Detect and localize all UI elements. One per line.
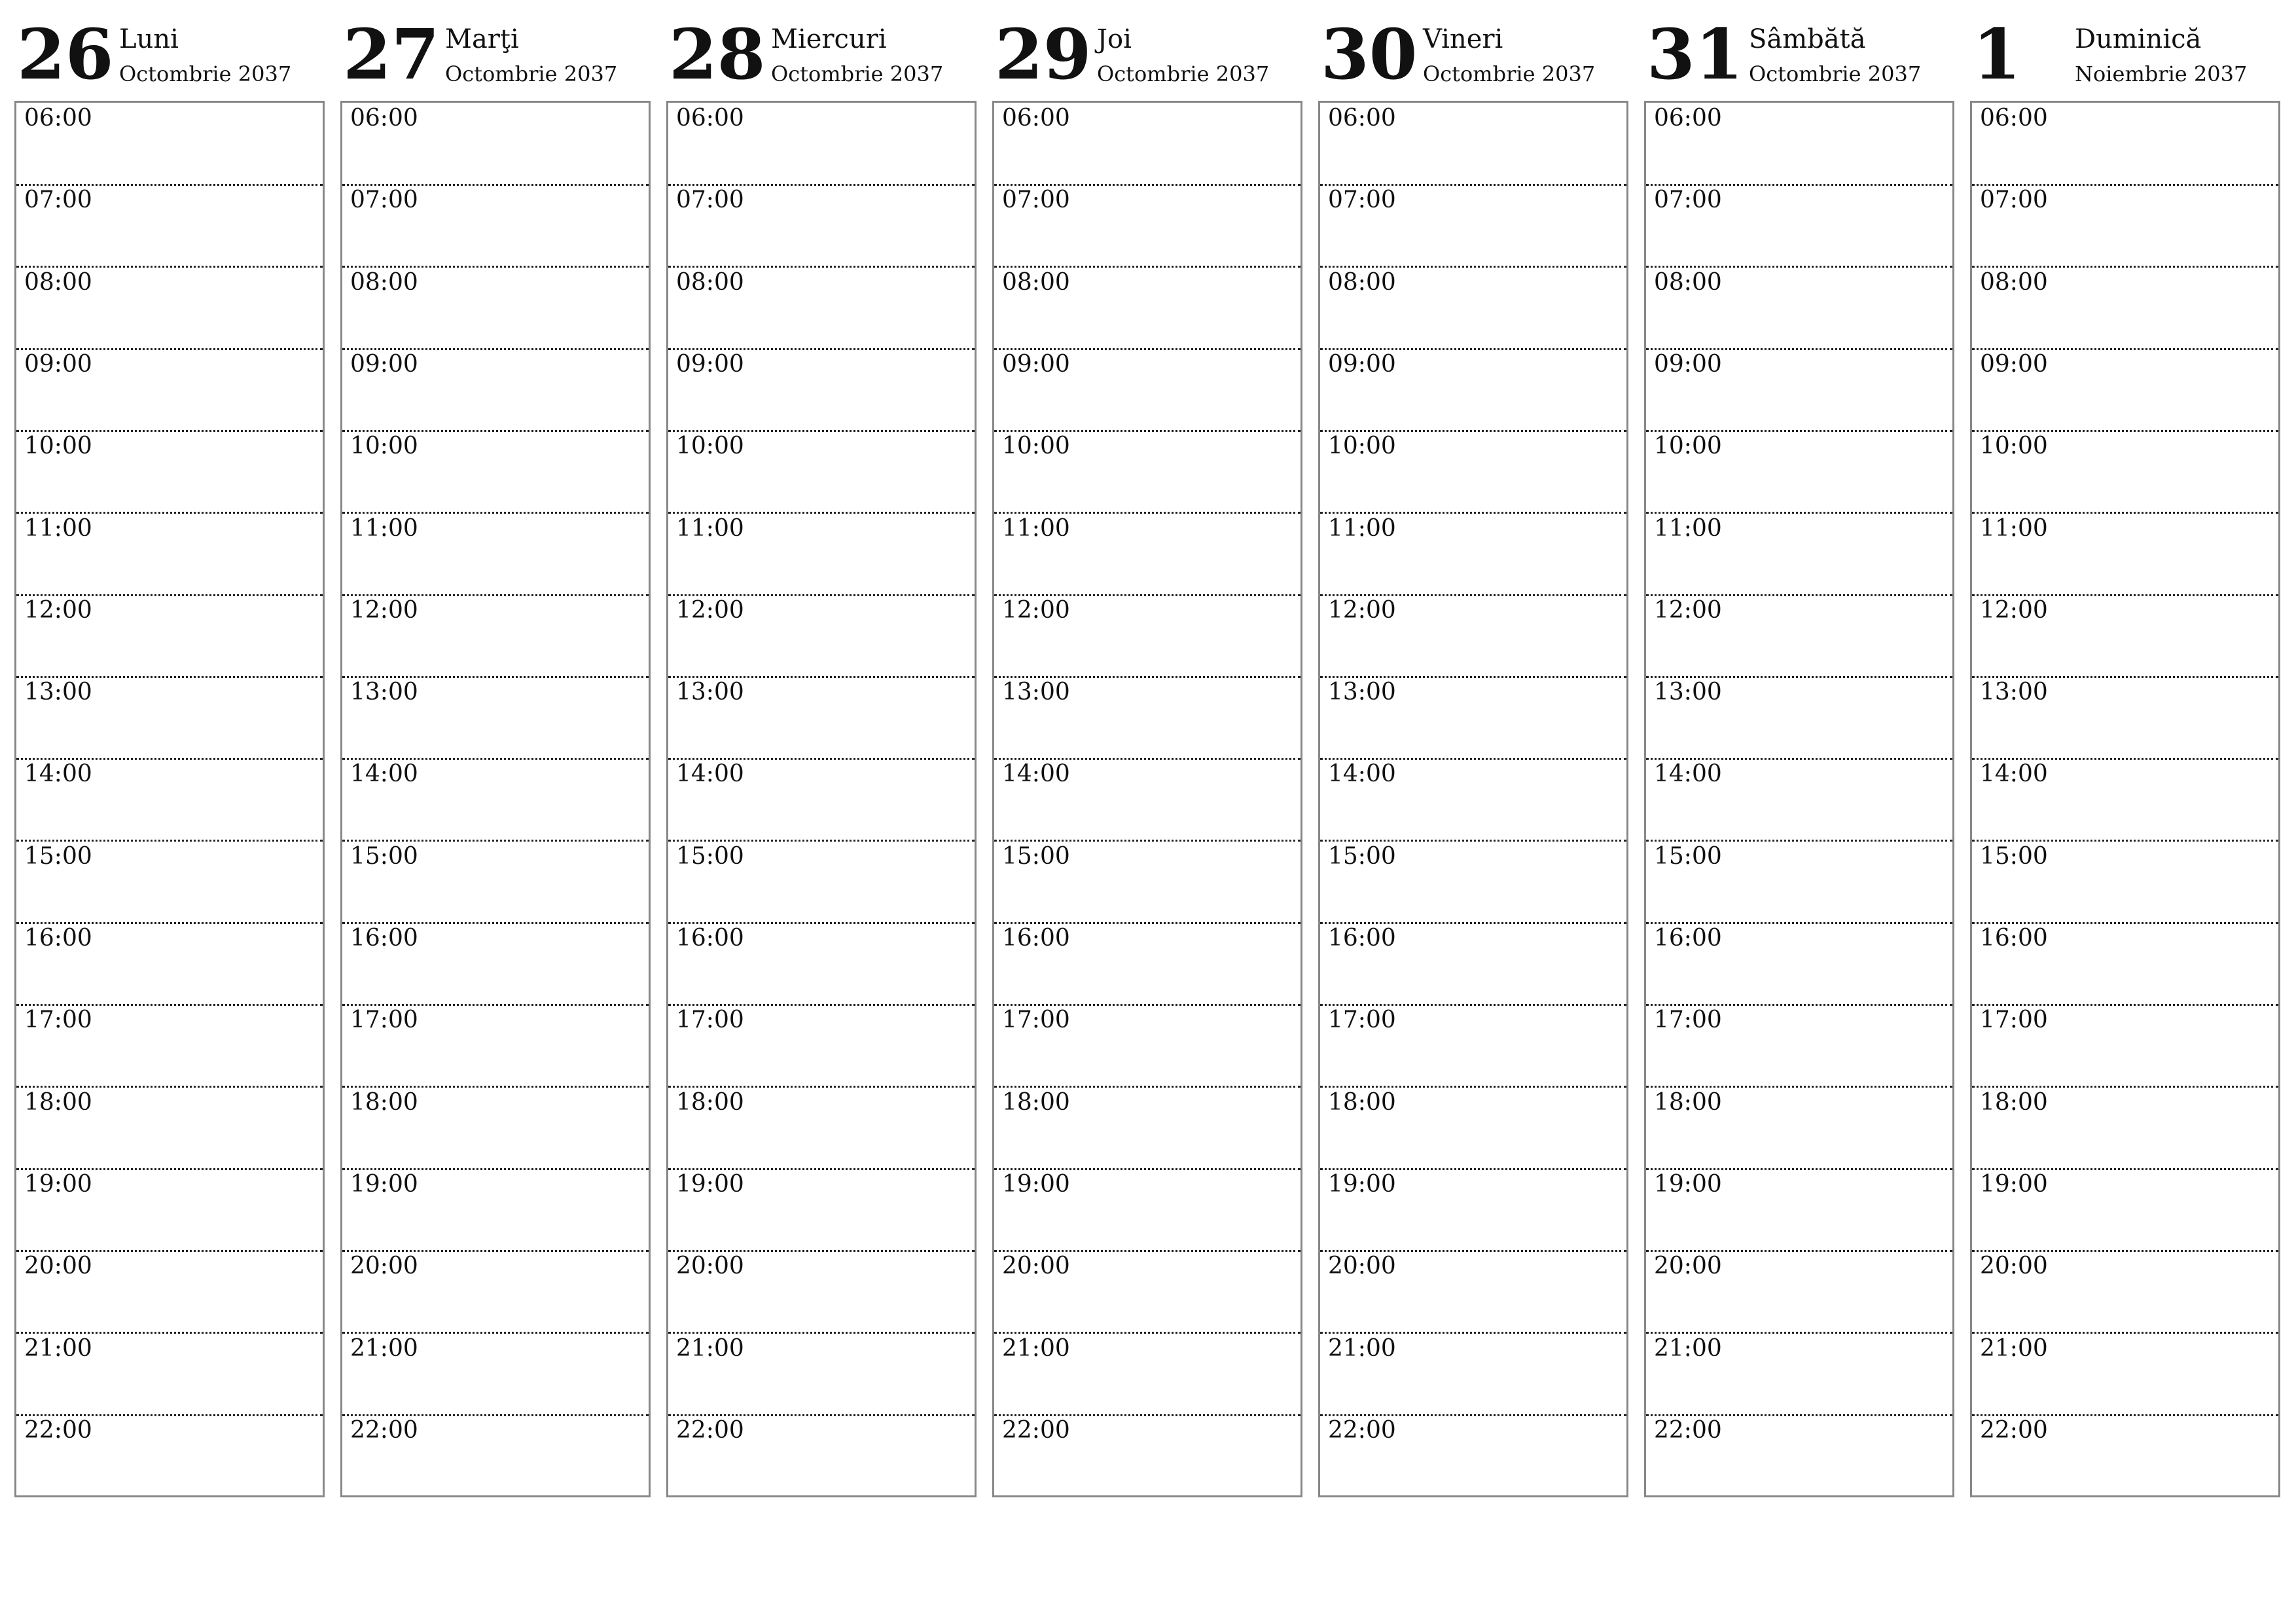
hour-label: 19:00 [350,1170,418,1198]
day-column [1970,13,2283,1501]
hour-slot[interactable] [342,1415,649,1497]
hour-slot[interactable] [342,103,649,185]
hour-slot[interactable] [668,677,975,758]
hour-label: 06:00 [1328,105,1396,132]
hour-label: 14:00 [1328,760,1396,788]
hour-slot[interactable] [668,1005,975,1086]
hour-slot[interactable] [16,923,323,1005]
day-name: Duminică [2075,24,2202,54]
day-month: Octombrie 2037 [1097,62,1270,86]
hour-label: 10:00 [1654,433,1722,460]
hour-slot[interactable] [16,431,323,512]
hour-slot[interactable] [342,1169,649,1251]
day-number: 1 [1973,13,2021,95]
hour-label: 07:00 [350,187,418,214]
hour-slot[interactable] [342,1333,649,1415]
hour-label: 21:00 [24,1334,92,1362]
hour-slot[interactable] [16,841,323,923]
hour-label: 14:00 [676,760,744,788]
day-name: Joi [1097,24,1132,54]
hour-label: 19:00 [1654,1170,1722,1198]
day-header [14,13,327,101]
hour-slot[interactable] [994,1251,1300,1332]
hour-slot[interactable] [1320,923,1626,1005]
hour-slot[interactable] [1972,841,2278,923]
hour-label: 18:00 [1328,1088,1396,1116]
day-schedule-box [14,101,325,1497]
hour-slot[interactable] [16,1251,323,1332]
hour-label: 10:00 [1328,433,1396,460]
hour-slot[interactable] [342,1005,649,1086]
hour-slot[interactable] [342,841,649,923]
hour-slot[interactable] [668,595,975,677]
hour-label: 20:00 [1328,1253,1396,1280]
day-name: Sâmbătă [1749,24,1866,54]
hour-label: 12:00 [1980,596,2048,624]
hour-slot[interactable] [1972,185,2278,266]
day-name: Miercuri [771,24,887,54]
hour-slot[interactable] [1972,1333,2278,1415]
hour-label: 11:00 [676,514,744,542]
hour-slot[interactable] [16,513,323,595]
hour-slot[interactable] [1972,431,2278,512]
hour-label: 12:00 [676,596,744,624]
day-column [1644,13,1957,1501]
hour-label: 17:00 [24,1007,92,1034]
hour-label: 22:00 [1654,1416,1722,1444]
hour-slot[interactable] [1646,595,1952,677]
hour-slot[interactable] [1320,1169,1626,1251]
hour-slot[interactable] [1972,1169,2278,1251]
hour-label: 06:00 [1002,105,1070,132]
hour-slot[interactable] [668,513,975,595]
hour-slot[interactable] [1972,677,2278,758]
hour-label: 18:00 [1980,1088,2048,1116]
hour-slot[interactable] [1320,431,1626,512]
day-schedule-box [1970,101,2280,1497]
hour-label: 18:00 [676,1088,744,1116]
hour-label: 06:00 [350,105,418,132]
day-number: 29 [995,13,1092,95]
hour-label: 22:00 [676,1416,744,1444]
day-header [340,13,653,101]
hour-label: 08:00 [24,268,92,296]
hour-label: 10:00 [350,433,418,460]
hour-slot[interactable] [668,1087,975,1169]
hour-label: 07:00 [1002,187,1070,214]
hour-label: 15:00 [24,842,92,870]
hour-slot[interactable] [668,841,975,923]
hour-slot[interactable] [1972,103,2278,185]
hour-slot[interactable] [1972,349,2278,431]
hour-slot[interactable] [994,1005,1300,1086]
hour-label: 19:00 [676,1170,744,1198]
hour-label: 09:00 [676,350,744,378]
hour-slot[interactable] [668,1415,975,1497]
hour-slot[interactable] [1320,349,1626,431]
weekly-planner [14,13,2292,1501]
hour-slot[interactable] [994,1087,1300,1169]
hour-slot[interactable] [1972,1005,2278,1086]
hour-slot[interactable] [994,1415,1300,1497]
hour-slot[interactable] [994,431,1300,512]
hour-label: 22:00 [24,1416,92,1444]
hour-slot[interactable] [994,185,1300,266]
hour-label: 22:00 [1328,1416,1396,1444]
hour-slot[interactable] [1646,1169,1952,1251]
hour-slot[interactable] [668,349,975,431]
hour-slot[interactable] [342,431,649,512]
hour-label: 19:00 [24,1170,92,1198]
hour-slot[interactable] [668,1333,975,1415]
hour-slot[interactable] [1320,267,1626,349]
hour-label: 16:00 [1328,925,1396,952]
hour-label: 15:00 [1980,842,2048,870]
hour-label: 22:00 [1002,1416,1070,1444]
hour-label: 10:00 [1002,433,1070,460]
hour-label: 07:00 [24,187,92,214]
hour-slot[interactable] [1320,595,1626,677]
hour-label: 12:00 [1328,596,1396,624]
day-header [666,13,979,101]
hour-slot[interactable] [342,923,649,1005]
hour-label: 11:00 [1328,514,1396,542]
hour-slot[interactable] [16,349,323,431]
hour-slot[interactable] [994,1169,1300,1251]
hour-slot[interactable] [16,185,323,266]
hour-label: 20:00 [24,1253,92,1280]
day-schedule-box [1644,101,1954,1497]
hour-slot[interactable] [994,841,1300,923]
day-month: Octombrie 2037 [119,62,292,86]
hour-slot[interactable] [1320,677,1626,758]
hour-slot[interactable] [668,1251,975,1332]
hour-slot[interactable] [16,758,323,840]
hour-label: 14:00 [350,760,418,788]
hour-slot[interactable] [16,1087,323,1169]
hour-slot[interactable] [342,513,649,595]
hour-slot[interactable] [1320,513,1626,595]
hour-label: 21:00 [1328,1334,1396,1362]
hour-label: 16:00 [676,925,744,952]
hour-slot[interactable] [1646,1251,1952,1332]
day-schedule-box [666,101,977,1497]
hour-slot[interactable] [1972,1087,2278,1169]
hour-label: 14:00 [24,760,92,788]
hour-slot[interactable] [1646,1005,1952,1086]
hour-label: 12:00 [24,596,92,624]
hour-slot[interactable] [994,595,1300,677]
hour-slot[interactable] [16,103,323,185]
hour-label: 10:00 [1980,433,2048,460]
hour-label: 11:00 [1980,514,2048,542]
day-number: 28 [669,13,766,95]
hour-label: 19:00 [1328,1170,1396,1198]
day-month: Octombrie 2037 [445,62,618,86]
hour-label: 09:00 [350,350,418,378]
day-column [1318,13,1631,1501]
hour-slot[interactable] [1320,841,1626,923]
hour-slot[interactable] [1972,513,2278,595]
hour-label: 13:00 [24,679,92,706]
hour-label: 09:00 [1002,350,1070,378]
hour-slot[interactable] [342,185,649,266]
hour-slot[interactable] [994,513,1300,595]
hour-label: 06:00 [1654,105,1722,132]
hour-label: 17:00 [1980,1007,2048,1034]
hour-slot[interactable] [342,1251,649,1332]
hour-slot[interactable] [668,267,975,349]
hour-label: 15:00 [1002,842,1070,870]
day-number: 27 [343,13,440,95]
hour-slot[interactable] [1646,758,1952,840]
hour-label: 09:00 [24,350,92,378]
day-name: Luni [119,24,179,54]
hour-slot[interactable] [994,103,1300,185]
hour-label: 12:00 [1002,596,1070,624]
day-column [666,13,979,1501]
hour-label: 16:00 [1002,925,1070,952]
day-month: Octombrie 2037 [1749,62,1922,86]
hour-slot[interactable] [1972,1251,2278,1332]
hour-slot[interactable] [342,677,649,758]
hour-label: 09:00 [1980,350,2048,378]
hour-label: 21:00 [1980,1334,2048,1362]
hour-label: 22:00 [1980,1416,2048,1444]
hour-label: 19:00 [1002,1170,1070,1198]
hour-slot[interactable] [342,758,649,840]
hour-label: 15:00 [350,842,418,870]
hour-slot[interactable] [1646,1333,1952,1415]
hour-label: 07:00 [1980,187,2048,214]
hour-slot[interactable] [994,923,1300,1005]
hour-label: 09:00 [1654,350,1722,378]
hour-slot[interactable] [1320,1087,1626,1169]
hour-slot[interactable] [16,1169,323,1251]
hour-slot[interactable] [668,758,975,840]
hour-label: 15:00 [1328,842,1396,870]
day-month: Octombrie 2037 [1423,62,1596,86]
hour-label: 16:00 [1980,925,2048,952]
hour-slot[interactable] [994,1333,1300,1415]
day-name: Marţi [445,24,519,54]
hour-slot[interactable] [1320,758,1626,840]
hour-slot[interactable] [1972,1415,2278,1497]
day-column [992,13,1305,1501]
hour-label: 17:00 [1002,1007,1070,1034]
day-schedule-box [1318,101,1628,1497]
hour-label: 18:00 [350,1088,418,1116]
hour-label: 12:00 [350,596,418,624]
hour-slot[interactable] [668,431,975,512]
hour-label: 13:00 [350,679,418,706]
hour-label: 09:00 [1328,350,1396,378]
hour-label: 12:00 [1654,596,1722,624]
hour-slot[interactable] [994,349,1300,431]
hour-label: 17:00 [350,1007,418,1034]
hour-label: 08:00 [676,268,744,296]
day-schedule-box [340,101,651,1497]
day-month: Octombrie 2037 [771,62,944,86]
hour-label: 19:00 [1980,1170,2048,1198]
hour-slot[interactable] [1320,1251,1626,1332]
hour-label: 06:00 [24,105,92,132]
hour-label: 15:00 [1654,842,1722,870]
hour-label: 20:00 [1980,1253,2048,1280]
day-header [1318,13,1631,101]
hour-slot[interactable] [994,677,1300,758]
hour-label: 17:00 [1328,1007,1396,1034]
hour-slot[interactable] [1646,1415,1952,1497]
hour-label: 08:00 [1980,268,2048,296]
hour-slot[interactable] [1320,103,1626,185]
hour-label: 21:00 [350,1334,418,1362]
hour-label: 14:00 [1002,760,1070,788]
hour-label: 21:00 [1654,1334,1722,1362]
hour-slot[interactable] [1320,1415,1626,1497]
hour-slot[interactable] [994,267,1300,349]
hour-slot[interactable] [1320,185,1626,266]
day-schedule-box [992,101,1302,1497]
day-number: 30 [1321,13,1418,95]
hour-label: 06:00 [1980,105,2048,132]
hour-label: 08:00 [1328,268,1396,296]
hour-label: 10:00 [24,433,92,460]
hour-slot[interactable] [1646,1087,1952,1169]
hour-slot[interactable] [1646,923,1952,1005]
hour-label: 13:00 [1328,679,1396,706]
day-column [14,13,327,1501]
hour-slot[interactable] [16,1333,323,1415]
hour-slot[interactable] [1646,677,1952,758]
hour-label: 14:00 [1980,760,2048,788]
hour-slot[interactable] [1646,267,1952,349]
hour-slot[interactable] [1972,595,2278,677]
hour-label: 07:00 [1654,187,1722,214]
hour-label: 13:00 [1654,679,1722,706]
hour-slot[interactable] [1320,1005,1626,1086]
hour-slot[interactable] [1972,923,2278,1005]
hour-slot[interactable] [342,267,649,349]
day-header [992,13,1305,101]
hour-label: 20:00 [676,1253,744,1280]
hour-slot[interactable] [16,1415,323,1497]
hour-slot[interactable] [1646,841,1952,923]
hour-label: 07:00 [676,187,744,214]
hour-label: 11:00 [1002,514,1070,542]
hour-slot[interactable] [342,595,649,677]
hour-label: 13:00 [676,679,744,706]
day-header [1970,13,2283,101]
hour-label: 18:00 [24,1088,92,1116]
hour-label: 13:00 [1980,679,2048,706]
hour-label: 18:00 [1002,1088,1070,1116]
hour-slot[interactable] [16,267,323,349]
hour-label: 20:00 [1654,1253,1722,1280]
day-month: Noiembrie 2037 [2075,62,2248,86]
hour-label: 16:00 [1654,925,1722,952]
hour-slot[interactable] [1646,349,1952,431]
hour-slot[interactable] [668,923,975,1005]
hour-label: 16:00 [24,925,92,952]
hour-slot[interactable] [668,1169,975,1251]
hour-slot[interactable] [1972,758,2278,840]
hour-label: 11:00 [350,514,418,542]
hour-label: 13:00 [1002,679,1070,706]
day-column [340,13,653,1501]
hour-label: 18:00 [1654,1088,1722,1116]
hour-slot[interactable] [342,349,649,431]
hour-label: 16:00 [350,925,418,952]
hour-label: 07:00 [1328,187,1396,214]
hour-label: 08:00 [1654,268,1722,296]
hour-label: 20:00 [1002,1253,1070,1280]
hour-slot[interactable] [1646,431,1952,512]
hour-label: 11:00 [24,514,92,542]
hour-label: 11:00 [1654,514,1722,542]
hour-slot[interactable] [668,185,975,266]
hour-label: 15:00 [676,842,744,870]
hour-slot[interactable] [16,677,323,758]
hour-label: 20:00 [350,1253,418,1280]
hour-slot[interactable] [1646,513,1952,595]
hour-label: 10:00 [676,433,744,460]
hour-label: 06:00 [676,105,744,132]
day-name: Vineri [1423,24,1503,54]
hour-label: 17:00 [1654,1007,1722,1034]
hour-slot[interactable] [1646,103,1952,185]
hour-slot[interactable] [16,595,323,677]
hour-label: 21:00 [1002,1334,1070,1362]
hour-label: 14:00 [1654,760,1722,788]
hour-slot[interactable] [1972,267,2278,349]
day-number: 26 [17,13,114,95]
hour-slot[interactable] [1320,1333,1626,1415]
hour-slot[interactable] [1646,185,1952,266]
hour-label: 22:00 [350,1416,418,1444]
hour-slot[interactable] [342,1087,649,1169]
hour-label: 08:00 [350,268,418,296]
hour-label: 21:00 [676,1334,744,1362]
hour-slot[interactable] [16,1005,323,1086]
hour-label: 17:00 [676,1007,744,1034]
day-header [1644,13,1957,101]
hour-slot[interactable] [994,758,1300,840]
hour-label: 08:00 [1002,268,1070,296]
hour-slot[interactable] [668,103,975,185]
day-number: 31 [1647,13,1744,95]
